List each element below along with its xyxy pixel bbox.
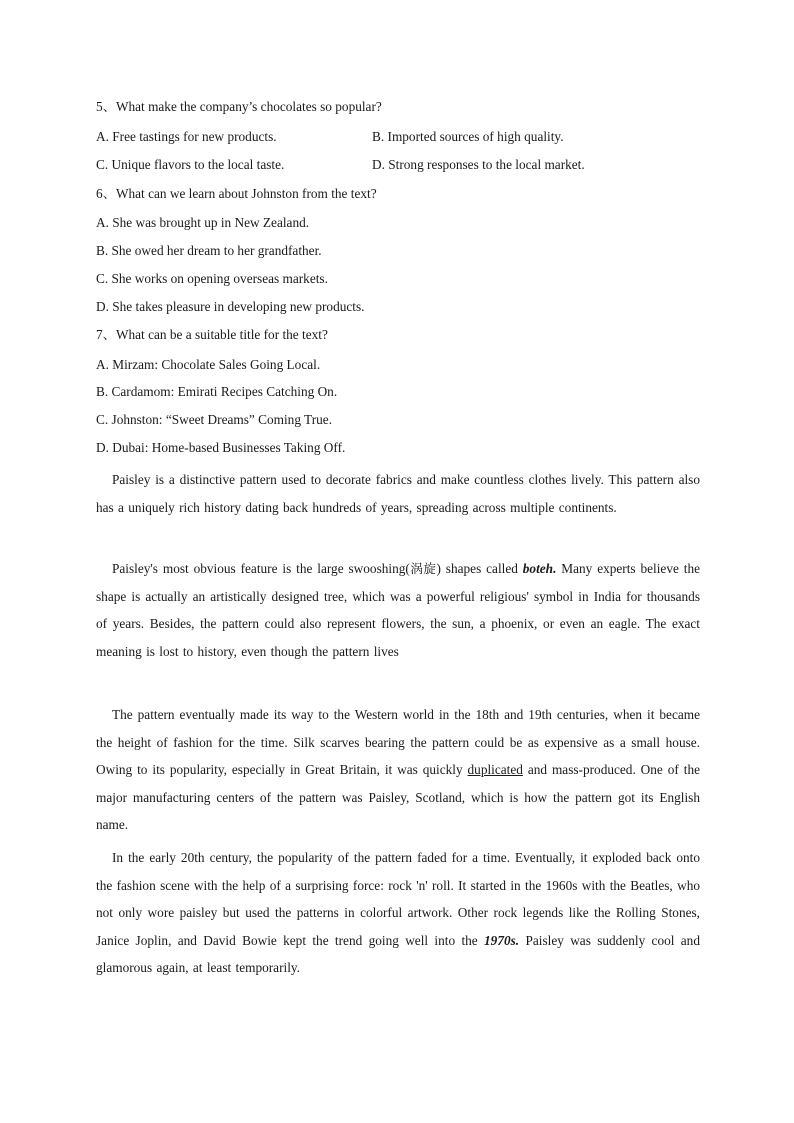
question-5-option-c: C. Unique flavors to the local taste. <box>96 157 285 172</box>
passage-paragraph-1: Paisley is a distinctive pattern used to decorate fabrics and make countless clothes lively. This pattern also has a uniquely rich history dating back hundreds of years, spreading across multiple continents. <box>96 472 700 515</box>
question-7-stem: 7、What can be a suitable title for the text? <box>96 327 328 342</box>
question-6-option-a: A. She was brought up in New Zealand. <box>96 215 310 230</box>
paragraph-2-text-c: Many experts believe the shape is actually an artistically designed tree, which was a powerful religious' symbol in India for thousands of years. Besides, the pattern could also represent flowers, the sun, a phoenix, or even an eagle. The exact meaning is lost to history, even though the pattern lives <box>96 561 700 659</box>
paragraph-4-text-a: In the early 20th century, the popularity of the pattern faded for a time. Eventually, it exploded back onto the fashion scene with the help of a surprising force: rock 'n' roll. It started in the 1960s with the Beatles, who not only wore paisley but used the patterns in colorful artwork. Other rock legends like the Rolling Stones, Janice Joplin, and David Bowie kept the trend going well into the <box>96 850 700 948</box>
question-5-option-d: D. Strong responses to the local market. <box>372 157 585 172</box>
paragraph-3-text-a: The pattern eventually made its way to the Western world in the 18th and 19th centuries, when it became the height of fashion for the time. Silk scarves bearing the pattern could be as expensive as a small house. Owing to its popularity, especially in Great Britain, it was quickly <box>96 707 700 778</box>
question-6-stem: 6、What can we learn about Johnston from the text? <box>96 186 377 201</box>
paragraph-2-text-b: ) shapes called <box>436 561 523 576</box>
question-5-option-a: A. Free tastings for new products. <box>96 129 277 144</box>
question-5-option-b: B. Imported sources of high quality. <box>372 129 564 144</box>
passage-paragraph-2 <box>96 555 700 665</box>
question-6-option-b: B. She owed her dream to her grandfather. <box>96 243 322 258</box>
passage-paragraph-3 <box>96 701 700 839</box>
passage-paragraph-4 <box>96 844 700 982</box>
chinese-gloss: 涡旋 <box>409 561 437 576</box>
decade-1970s: 1970s. <box>484 932 520 948</box>
underlined-word: duplicated <box>467 762 523 778</box>
question-6-option-c: C. She works on opening overseas markets. <box>96 271 328 286</box>
question-7-option-a: A. Mirzam: Chocolate Sales Going Local. <box>96 357 321 372</box>
question-7-option-b: B. Cardamom: Emirati Recipes Catching On. <box>96 384 338 399</box>
question-7-option-d: D. Dubai: Home-based Businesses Taking Off. <box>96 440 346 455</box>
paragraph-4-text-b: Paisley was suddenly cool and glamorous again, at least temporarily. <box>96 932 700 976</box>
paragraph-3-text-b: and mass-produced. One of the major manufacturing centers of the pattern was Paisley, Scotland, which is how the pattern got its English name. <box>96 762 700 833</box>
paragraph-2-text-a: Paisley's most obvious feature is the large swooshing( <box>112 561 410 576</box>
question-7-option-c: C. Johnston: “Sweet Dreams” Coming True. <box>96 412 333 427</box>
question-5-stem: 5、What make the company’s chocolates so popular? <box>96 99 382 114</box>
question-6-option-d: D. She takes pleasure in developing new products. <box>96 299 365 314</box>
term-boteh: boteh. <box>522 561 557 576</box>
